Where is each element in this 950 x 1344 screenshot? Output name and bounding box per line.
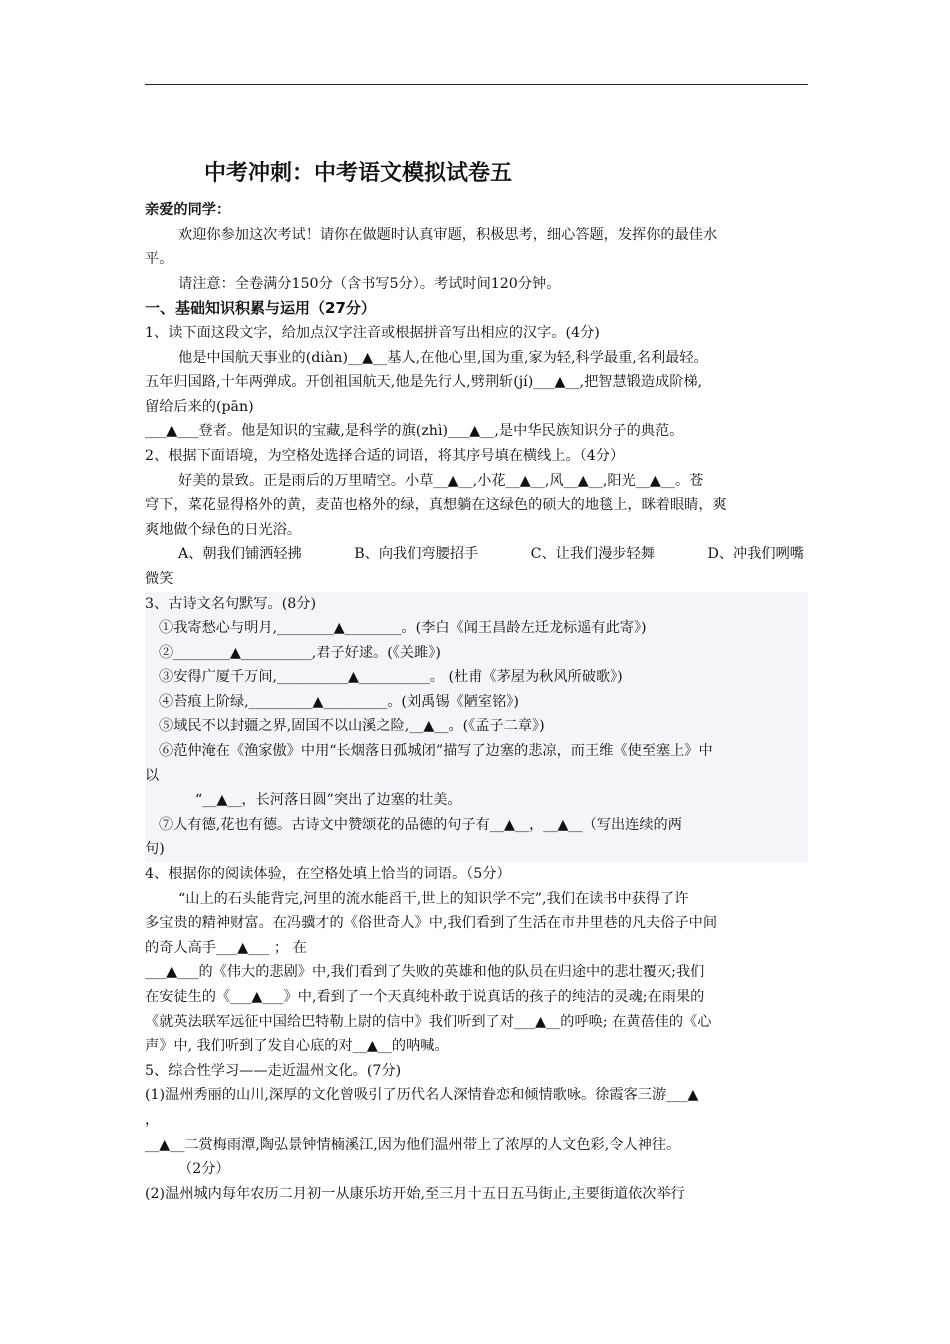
q4-line: 在安徒生的《___▲___》中,看到了一个天真纯朴敢于说真话的孩子的纯洁的灵魂;在雨果的 xyxy=(145,989,705,1005)
q2-option-a: A、朝我们铺洒轻拂 xyxy=(178,546,302,563)
q3-item-cont: 句) xyxy=(145,841,165,858)
q1-line: 他是中国航天事业的(diàn)__▲__基人,在他心里,国为重,家为轻,科学最重,名利最轻。 xyxy=(178,349,708,366)
q3-item: ⑦人有德,花也有德。古诗文中赞颂花的品德的句子有__▲__，__▲__（写出连续的两 xyxy=(159,816,682,833)
q1-line: ___▲___登者。他是知识的宝藏,是科学的旗(zhì)___▲__,是中华民族知识分子的典范。 xyxy=(145,423,684,440)
q2-option-b: B、向我们弯腰招手 xyxy=(354,546,479,563)
q3-item: ③安得广厦千万间,__________▲__________。 (杜甫《茅屋为秋风所破歌》) xyxy=(159,669,623,686)
q2-option-c: C、让我们漫步轻舞 xyxy=(530,546,655,563)
q3-item: ⑥范仲淹在《渔家傲》中用“长烟落日孤城闭”描写了边塞的悲凉，而王维《使至塞上》中 xyxy=(159,743,713,760)
q2-option-tail: 微笑 xyxy=(145,570,174,587)
q3-item-cont: 以 xyxy=(145,767,160,784)
q4-line: 多宝贵的精神财富。在冯骥才的《俗世奇人》中,我们看到了生活在市井里巷的凡夫俗子中间 xyxy=(145,915,718,932)
q2-option-d: D、冲我们咧嘴 xyxy=(707,546,804,563)
header-rule xyxy=(145,84,808,85)
q3-block xyxy=(145,592,808,863)
q5-line: ， xyxy=(145,1111,160,1128)
q4-stem: 4、根据你的阅读体验，在空格处填上恰当的词语。（5分） xyxy=(145,866,511,883)
exam-title: 中考冲刺：中考语文模拟试卷五 xyxy=(204,160,513,186)
q2-options xyxy=(145,542,808,567)
notice-line: 请注意：全卷满分150分（含书写5分）。考试时间120分钟。 xyxy=(178,275,561,292)
q5-line: (2)温州城内每年农历二月初一从康乐坊开始,至三月十五日五马街止,主要街道依次举行 xyxy=(145,1185,685,1202)
q3-item: ⑤域民不以封疆之界,固国不以山溪之险,__▲__。(《孟子二章》) xyxy=(159,718,545,735)
exam-body xyxy=(145,198,808,1206)
q3-item: ④苔痕上阶绿,_________▲_________。(刘禹锡《陋室铭》) xyxy=(159,693,519,710)
intro-line: 欢迎你参加这次考试！请你在做题时认真审题，积极思考，细心答题，发挥你的最佳水 xyxy=(178,226,718,243)
q5-line: (1)温州秀丽的山川,深厚的文化曾吸引了历代名人深情眷恋和倾情歌咏。徐霞客三游___▲ xyxy=(145,1087,699,1104)
q2-stem: 2、根据下面语境，为空格处选择合适的词语，将其序号填在横线上。（4分） xyxy=(145,447,625,464)
q3-item-cont: “__▲__，长河落日圆”突出了边塞的壮美。 xyxy=(195,792,462,809)
q5-stem: 5、综合性学习——走近温州文化。(7分) xyxy=(145,1062,402,1079)
q4-line: 声》中, 我们听到了发自心底的对__▲__的呐喊。 xyxy=(145,1038,449,1055)
q4-line: “山上的石头能背完,河里的流水能舀干,世上的知识学不完”,我们在读书中获得了许 xyxy=(178,890,689,907)
q2-line: 爽地做个绿色的日光浴。 xyxy=(145,521,302,538)
q3-stem: 3、古诗文名句默写。(8分) xyxy=(145,595,316,612)
q1-line: 留给后来的(pān) xyxy=(145,398,254,415)
section-heading: 一、基础知识积累与运用（27分） xyxy=(145,299,376,318)
greeting: 亲爱的同学： xyxy=(145,202,231,218)
q5-line: （2分） xyxy=(178,1161,230,1178)
q1-stem: 1、读下面这段文字，给加点汉字注音或根据拼音写出相应的汉字。(4分) xyxy=(145,324,600,341)
q5-line: __▲__二赏梅雨潭,陶弘景钟情楠溪江,因为他们温州带上了浓厚的人文色彩,令人神往。 xyxy=(145,1136,681,1153)
q1-line: 五年归国路,十年两弹成。开创祖国航天,他是先行人,劈荆斩(jí)___▲__,把智慧锻造成阶梯, xyxy=(145,374,703,391)
q3-item: ①我寄愁心与明月,________▲________。(李白《闻王昌龄左迁龙标遥有此寄》) xyxy=(159,620,647,637)
q4-line: 的奇人高手___▲___ ； 在 xyxy=(145,939,307,956)
intro-line: 平。 xyxy=(145,251,174,268)
q4-line: 《就英法联军远征中国给巴特勒上尉的信中》我们听到了对___▲__的呼唤; 在黄蓓佳的《心 xyxy=(145,1013,712,1030)
q3-item: ②________▲__________,君子好逑。(《关雎》) xyxy=(159,644,441,661)
q2-line: 穹下，菜花显得格外的黄，麦苗也格外的绿，真想躺在这绿色的硕大的地毯上，眯着眼睛，爽 xyxy=(145,497,727,514)
q2-line: 好美的景致。正是雨后的万里晴空。小草__▲__,小花__▲__,风__▲__,阳光__▲__。苍 xyxy=(178,472,704,489)
q4-line: ___▲___的《伟大的悲剧》中,我们看到了失败的英雄和他的队员在归途中的悲壮覆灭;我们 xyxy=(145,964,705,981)
